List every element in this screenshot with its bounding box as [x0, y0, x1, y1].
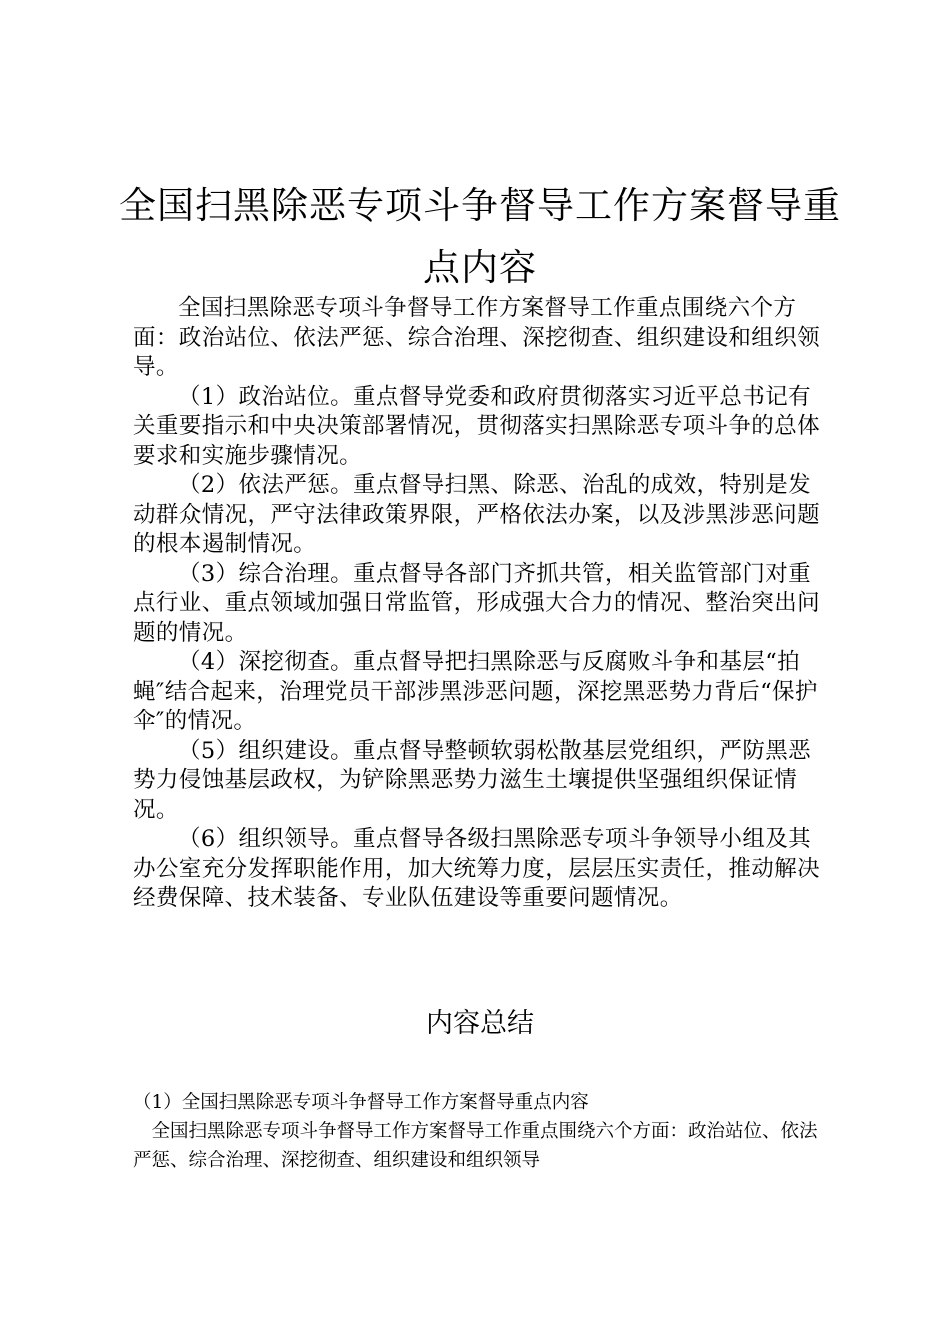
paragraph-organization-building: （5）组织建设。重点督导整顿软弱松散基层党组织，严防黑恶势力侵蚀基层政权，为铲除黑恶势力滋生土壤提供坚强组织保证情况。 — [133, 737, 812, 823]
summary-section — [133, 1088, 828, 1175]
summary-item-text: 全国扫黑除恶专项斗争督导工作方案督导工作重点围绕六个方面：政治站位、依法严惩、综合治理、深挖彻查、组织建设和组织领导 — [133, 1121, 818, 1171]
summary-heading: 内容总结 — [426, 1008, 534, 1039]
paragraph-strict-punishment: （2）依法严惩。重点督导扫黑、除恶、治乱的成效，特别是发动群众情况，严守法律政策界限，严格依法办案，以及涉黑涉恶问题的根本遏制情况。 — [133, 472, 821, 557]
paragraph-comprehensive-governance: （3）综合治理。重点督导各部门齐抓共管，相关监管部门对重点行业、重点领域加强日常监管，形成强大合力的情况、整治突出问题的情况。 — [133, 560, 821, 646]
intro-paragraph: 全国扫黑除恶专项斗争督导工作方案督导工作重点围绕六个方面：政治站位、依法严惩、综合治理、深挖彻查、组织建设和组织领导。 — [133, 295, 821, 380]
paragraph-political-stance: （1）政治站位。重点督导党委和政府贯彻落实习近平总书记有关重要指示和中央决策部署情况，贯彻落实扫黑除恶专项斗争的总体要求和实施步骤情况。 — [133, 383, 821, 469]
summary-item-title: （1）全国扫黑除恶专项斗争督导工作方案督导重点内容 — [133, 1092, 589, 1113]
paragraph-thorough-investigation: （4）深挖彻查。重点督导把扫黑除恶与反腐败斗争和基层“拍蝇″结合起来，治理党员干部涉黑涉恶问题，深挖黑恶势力背后“保护伞″的情况。 — [133, 649, 818, 734]
paragraph-organization-leadership: （6）组织领导。重点督导各级扫黑除恶专项斗争领导小组及其办公室充分发挥职能作用，加大统筹力度，层层压实责任，推动解决经费保障、技术装备、专业队伍建设等重要问题情况。 — [133, 826, 821, 911]
document-body — [133, 294, 828, 914]
document-title: 全国扫黑除恶专项斗争督导工作方案督导重点内容 — [119, 184, 841, 289]
